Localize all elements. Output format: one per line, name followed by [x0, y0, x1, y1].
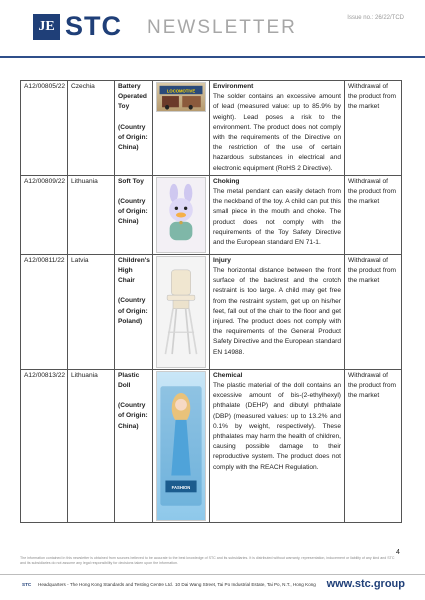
origin-label: (Country of Origin: China)	[118, 123, 148, 152]
notifying-country: Latvia	[68, 254, 115, 369]
product-image-cell	[153, 369, 210, 522]
description-cell	[210, 369, 345, 522]
origin-label: (Country of Origin: China)	[118, 402, 148, 430]
product-cell	[115, 175, 153, 254]
measure-taken: Withdrawal of the product from the market	[345, 175, 402, 254]
page-number: 4	[396, 549, 400, 556]
description-cell	[210, 254, 345, 369]
table-row	[21, 175, 402, 254]
risk-description: The metal pendant can easily detach from the neckband of the toy. A child can put this small piece in the mouth and choke. The product does not comply with the requirements of the Toy Safety Directive and the European standard EN 71-1.	[213, 188, 341, 247]
footer-address: 10 Dai Wang Street, Tai Po Industrial Estate, Tai Po, N.T., Hong Kong	[175, 582, 316, 587]
footer-logo: STC	[22, 582, 32, 587]
svg-text:LOCOMOTIVE: LOCOMOTIVE	[166, 88, 196, 94]
stc-logo-text: STC	[65, 11, 122, 41]
risk-description: The solder contains an excessive amount of lead (measured value: up to 85.9% by weight). Lead poses a risk to the environment. The product does not comply with the requirements of the Directive on the restriction of the use of certain hazardous substances in electrical and electronic equipment (RoHS 2 Directive).	[213, 93, 341, 172]
risk-type: Injury	[213, 256, 231, 264]
notifying-country: Czechia	[68, 81, 115, 176]
product-name: Children's High Chair	[118, 256, 150, 285]
origin-country: China)	[118, 422, 139, 430]
footer-divider	[0, 574, 425, 575]
footer-headquarters: Headquarters - The Hong Kong Standards and Testing Centre Ltd.	[38, 582, 173, 587]
origin-country: Poland)	[118, 317, 143, 325]
risk-type: Environment	[213, 83, 254, 90]
page-header	[0, 0, 425, 56]
product-image-cell	[153, 175, 210, 254]
description-cell	[210, 81, 345, 176]
table-row	[21, 81, 402, 176]
page-footer	[0, 576, 425, 600]
disclaimer-text: The information contained in this newsletter is obtained from sources believed to be accurate to the best knowledge of STC and its subsidiaries. It is distributed without warranty, representation, inducement or liability of any kind and STC and its subsidiaries do not assume any legal responsibility for decisions taken upon the information.	[20, 556, 395, 565]
table-row	[21, 369, 402, 522]
reference-number: A12/00811/22	[21, 254, 68, 369]
origin-label: (Country of Origin: Poland)	[118, 297, 148, 325]
product-name: Battery Operated Toy	[118, 83, 147, 111]
newsletter-title: NEWSLETTER	[147, 17, 297, 38]
reference-number: A12/00813/22	[21, 369, 68, 522]
origin-country: China)	[118, 144, 139, 152]
description-cell	[210, 175, 345, 254]
stc-logo-mark: JE	[33, 14, 60, 40]
issue-number: Issue no.: 26/22/TCD	[347, 15, 404, 21]
notifying-country: Lithuania	[68, 369, 115, 522]
product-cell	[115, 254, 153, 369]
recall-table	[20, 80, 402, 523]
measure-taken: Withdrawal of the product from the market	[345, 254, 402, 369]
risk-type: Choking	[213, 177, 240, 185]
website-link[interactable]: www.stc.group	[326, 578, 405, 590]
origin-country: China)	[118, 218, 139, 226]
header-divider	[0, 56, 425, 58]
notifying-country: Lithuania	[68, 175, 115, 254]
origin-label: (Country of Origin: China)	[118, 198, 148, 226]
locomotive-toy-image	[156, 82, 206, 112]
reference-number: A12/00809/22	[21, 175, 68, 254]
soft-toy-image	[156, 177, 206, 253]
risk-description: The plastic material of the doll contains an excessive amount of bis-(2-ethylhexyl) phthalate (DEHP) and dibutyl phthalate (DBP) (measured values: up to 13.2% and 0.1% by weight, respectively). These phthalates may harm the health of children, causing possible damage to their reproductive system. The product does not comply with the REACH Regulation.	[213, 382, 341, 471]
risk-type: Chemical	[213, 371, 243, 379]
measure-taken: Withdrawal of the product from the market	[345, 81, 402, 176]
product-name: Soft Toy	[118, 177, 144, 185]
risk-description: The horizontal distance between the front surface of the backrest and the crotch restraint is too large. A child may get free from the restraint system, get up on his/her feet, fall out of the chair to the floor and get injured. The product does not comply with the requirements of the General Product Safety Directive and the European standard EN 14988.	[213, 267, 341, 356]
high-chair-image	[156, 256, 206, 368]
product-image-cell	[153, 254, 210, 369]
table-row	[21, 254, 402, 369]
product-cell	[115, 369, 153, 522]
product-cell	[115, 81, 153, 176]
plastic-doll-image	[156, 371, 206, 521]
product-name: Plastic Doll	[118, 371, 140, 390]
product-image-cell	[153, 81, 210, 176]
measure-taken: Withdrawal of the product from the market	[345, 369, 402, 522]
reference-number: A12/00805/22	[21, 81, 68, 176]
svg-text:FASHION: FASHION	[171, 484, 191, 490]
